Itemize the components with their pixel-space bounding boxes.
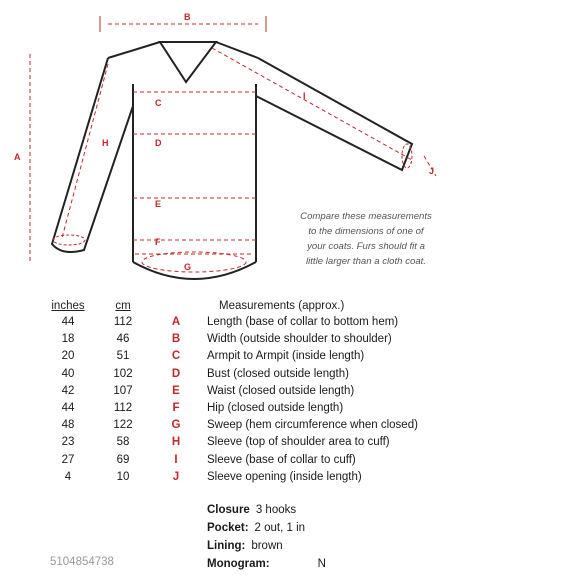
cell-letter: F bbox=[172, 401, 180, 414]
cell-cm: 10 bbox=[116, 470, 130, 483]
cell-description: Sleeve (base of collar to cuff) bbox=[207, 453, 356, 466]
table-row bbox=[0, 333, 580, 350]
cell-cm: 69 bbox=[116, 453, 130, 466]
table-row bbox=[0, 316, 580, 333]
cell-inches: 48 bbox=[61, 419, 75, 432]
fit-note-line: Compare these measurements bbox=[300, 211, 432, 222]
closure-label: Closure bbox=[207, 504, 250, 516]
cell-letter: I bbox=[174, 453, 178, 466]
pocket-label: Pocket: bbox=[207, 522, 249, 534]
cell-inches: 44 bbox=[61, 401, 75, 414]
label-i: I bbox=[303, 91, 306, 101]
closure-value: 3 hooks bbox=[255, 504, 297, 516]
cell-description: Width (outside shoulder to shoulder) bbox=[207, 333, 392, 346]
cell-cm: 122 bbox=[113, 419, 133, 432]
label-a: A bbox=[14, 152, 21, 162]
cell-description: Sleeve (top of shoulder area to cuff) bbox=[207, 436, 390, 449]
cell-description: Armpit to Armpit (inside length) bbox=[207, 350, 365, 363]
table-row bbox=[0, 471, 580, 488]
table-row bbox=[0, 368, 580, 385]
fit-note bbox=[282, 209, 450, 269]
cell-inches: 27 bbox=[61, 453, 75, 466]
label-d: D bbox=[155, 138, 162, 148]
cell-letter: D bbox=[171, 367, 181, 380]
monogram-label: Monogram: bbox=[207, 558, 270, 570]
monogram-value: N bbox=[317, 558, 326, 570]
cell-inches: 18 bbox=[61, 333, 75, 346]
cell-cm: 112 bbox=[113, 316, 133, 328]
table-row bbox=[0, 350, 580, 367]
table-row bbox=[0, 454, 580, 471]
label-c: C bbox=[155, 98, 162, 108]
table-row bbox=[0, 436, 580, 453]
header-inches: inches bbox=[51, 300, 85, 312]
label-b: B bbox=[184, 12, 191, 22]
label-f: F bbox=[155, 237, 161, 247]
fit-note-line: little larger than a cloth coat. bbox=[306, 256, 426, 267]
cell-inches: 23 bbox=[61, 436, 75, 449]
fit-note-line: your coats. Furs should fit a bbox=[307, 241, 425, 252]
sweep-ellipse bbox=[142, 252, 246, 272]
cell-letter: C bbox=[171, 350, 181, 363]
item-number: 5104854738 bbox=[50, 556, 114, 568]
cell-description: Hip (closed outside length) bbox=[207, 401, 344, 414]
cell-letter: E bbox=[172, 384, 180, 397]
label-j: J bbox=[429, 166, 435, 176]
cell-cm: 102 bbox=[113, 367, 133, 380]
cell-cm: 58 bbox=[116, 436, 130, 449]
table-row bbox=[0, 385, 580, 402]
pocket-detail bbox=[207, 522, 326, 540]
label-h: H bbox=[102, 138, 109, 148]
table-row bbox=[0, 402, 580, 419]
monogram-detail bbox=[207, 558, 326, 576]
cell-cm: 46 bbox=[116, 333, 130, 346]
lining-label: Lining: bbox=[207, 540, 246, 552]
header-cm: cm bbox=[115, 300, 131, 312]
lining-value: brown bbox=[251, 540, 283, 552]
cell-cm: 107 bbox=[113, 384, 133, 397]
cell-inches: 4 bbox=[64, 470, 72, 483]
cell-letter: J bbox=[172, 470, 180, 483]
closure-detail bbox=[207, 504, 326, 522]
cell-description: Bust (closed outside length) bbox=[207, 367, 349, 380]
lining-detail bbox=[207, 540, 326, 558]
cell-inches: 40 bbox=[61, 367, 75, 380]
cell-description: Waist (closed outside length) bbox=[207, 384, 355, 397]
cuff-ellipse-left bbox=[53, 235, 85, 245]
cell-letter: A bbox=[171, 316, 181, 328]
measurements-table bbox=[0, 316, 580, 488]
label-e: E bbox=[155, 199, 162, 209]
cell-cm: 51 bbox=[116, 350, 130, 363]
cell-description: Sweep (hem circumference when closed) bbox=[207, 419, 418, 432]
cell-cm: 112 bbox=[113, 401, 133, 414]
cell-letter: B bbox=[171, 333, 181, 346]
coat-details bbox=[207, 504, 326, 576]
fit-note-line: to the dimensions of one of bbox=[308, 226, 424, 237]
cell-inches: 44 bbox=[61, 316, 75, 328]
cell-inches: 42 bbox=[61, 384, 75, 397]
pocket-value: 2 out, 1 in bbox=[254, 522, 306, 534]
cell-description: Sleeve opening (inside length) bbox=[207, 470, 362, 483]
cell-inches: 20 bbox=[61, 350, 75, 363]
table-row bbox=[0, 419, 580, 436]
cell-description: Length (base of collar to bottom hem) bbox=[207, 316, 399, 328]
cell-letter: G bbox=[171, 419, 181, 432]
cell-letter: H bbox=[171, 436, 181, 449]
header-measurements: Measurements (approx.) bbox=[219, 300, 345, 312]
label-g: G bbox=[184, 262, 192, 272]
